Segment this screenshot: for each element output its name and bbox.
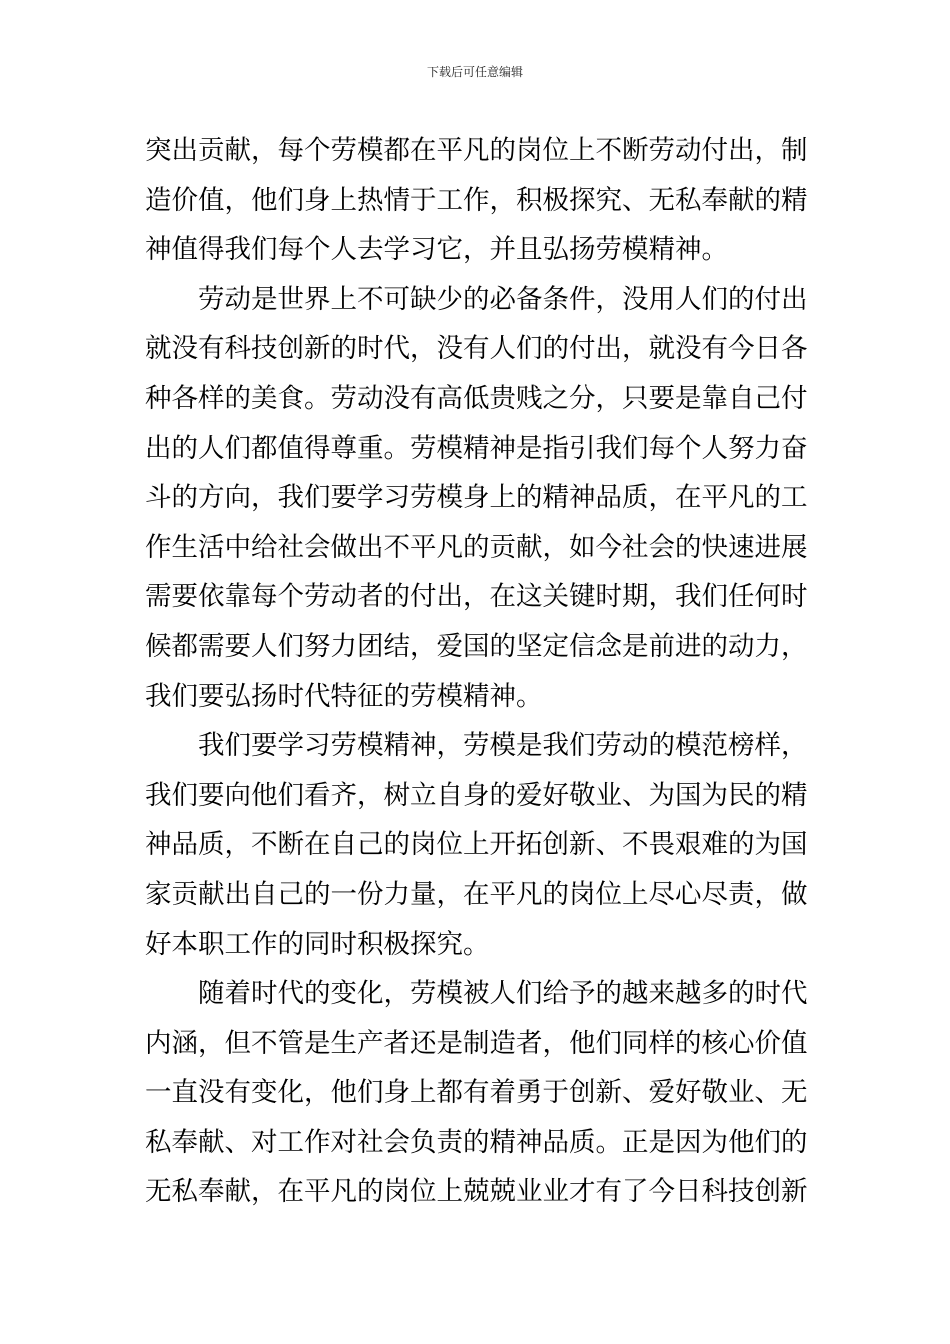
text-line: 斗的方向，我们要学习劳模身上的精神品质，在平凡的工 [145, 482, 808, 514]
text-line: 劳动是世界上不可缺少的必备条件，没用人们的付出 [198, 283, 808, 315]
page-header: 下载后可任意编辑 [426, 65, 523, 79]
text-line: 候都需要人们努力团结，爱国的坚定信念是前进的动力， [145, 630, 808, 662]
paragraph [145, 275, 808, 721]
text-line: 一直没有变化，他们身上都有着勇于创新、爱好敬业、无 [145, 1077, 808, 1109]
text-line: 需要依靠每个劳动者的付出，在这关键时期，我们任何时 [145, 581, 808, 613]
document-body [145, 126, 808, 1217]
text-line: 种各样的美食。劳动没有高低贵贱之分，只要是靠自己付 [145, 382, 808, 414]
text-line: 神值得我们每个人去学习它，并且弘扬劳模精神。 [145, 234, 728, 266]
text-line: 随着时代的变化，劳模被人们给予的越来越多的时代 [198, 978, 808, 1010]
text-line: 神品质，不断在自己的岗位上开拓创新、不畏艰难的为国 [145, 829, 808, 861]
text-line: 我们要学习劳模精神，劳模是我们劳动的模范榜样， [198, 730, 808, 762]
paragraph [145, 969, 808, 1217]
paragraph [145, 721, 808, 969]
text-line: 好本职工作的同时积极探究。 [145, 928, 490, 960]
paragraph [145, 126, 808, 275]
text-line: 无私奉献，在平凡的岗位上兢兢业业才有了今日科技创新 [145, 1176, 808, 1208]
text-line: 出的人们都值得尊重。劳模精神是指引我们每个人努力奋 [145, 432, 808, 464]
text-line: 家贡献出自己的一份力量，在平凡的岗位上尽心尽责，做 [145, 878, 808, 910]
text-line: 内涵，但不管是生产者还是制造者，他们同样的核心价值 [145, 1027, 808, 1059]
text-line: 私奉献、对工作对社会负责的精神品质。正是因为他们的 [145, 1126, 808, 1158]
text-line: 造价值，他们身上热情于工作，积极探究、无私奉献的精 [145, 184, 808, 216]
text-line: 我们要弘扬时代特征的劳模精神。 [145, 680, 543, 712]
text-line: 我们要向他们看齐，树立自身的爱好敬业、为国为民的精 [145, 779, 808, 811]
text-line: 突出贡献，每个劳模都在平凡的岗位上不断劳动付出，制 [145, 135, 808, 166]
text-line: 作生活中给社会做出不平凡的贡献，如今社会的快速进展 [145, 531, 808, 563]
text-line: 就没有科技创新的时代，没有人们的付出，就没有今日各 [145, 333, 808, 365]
